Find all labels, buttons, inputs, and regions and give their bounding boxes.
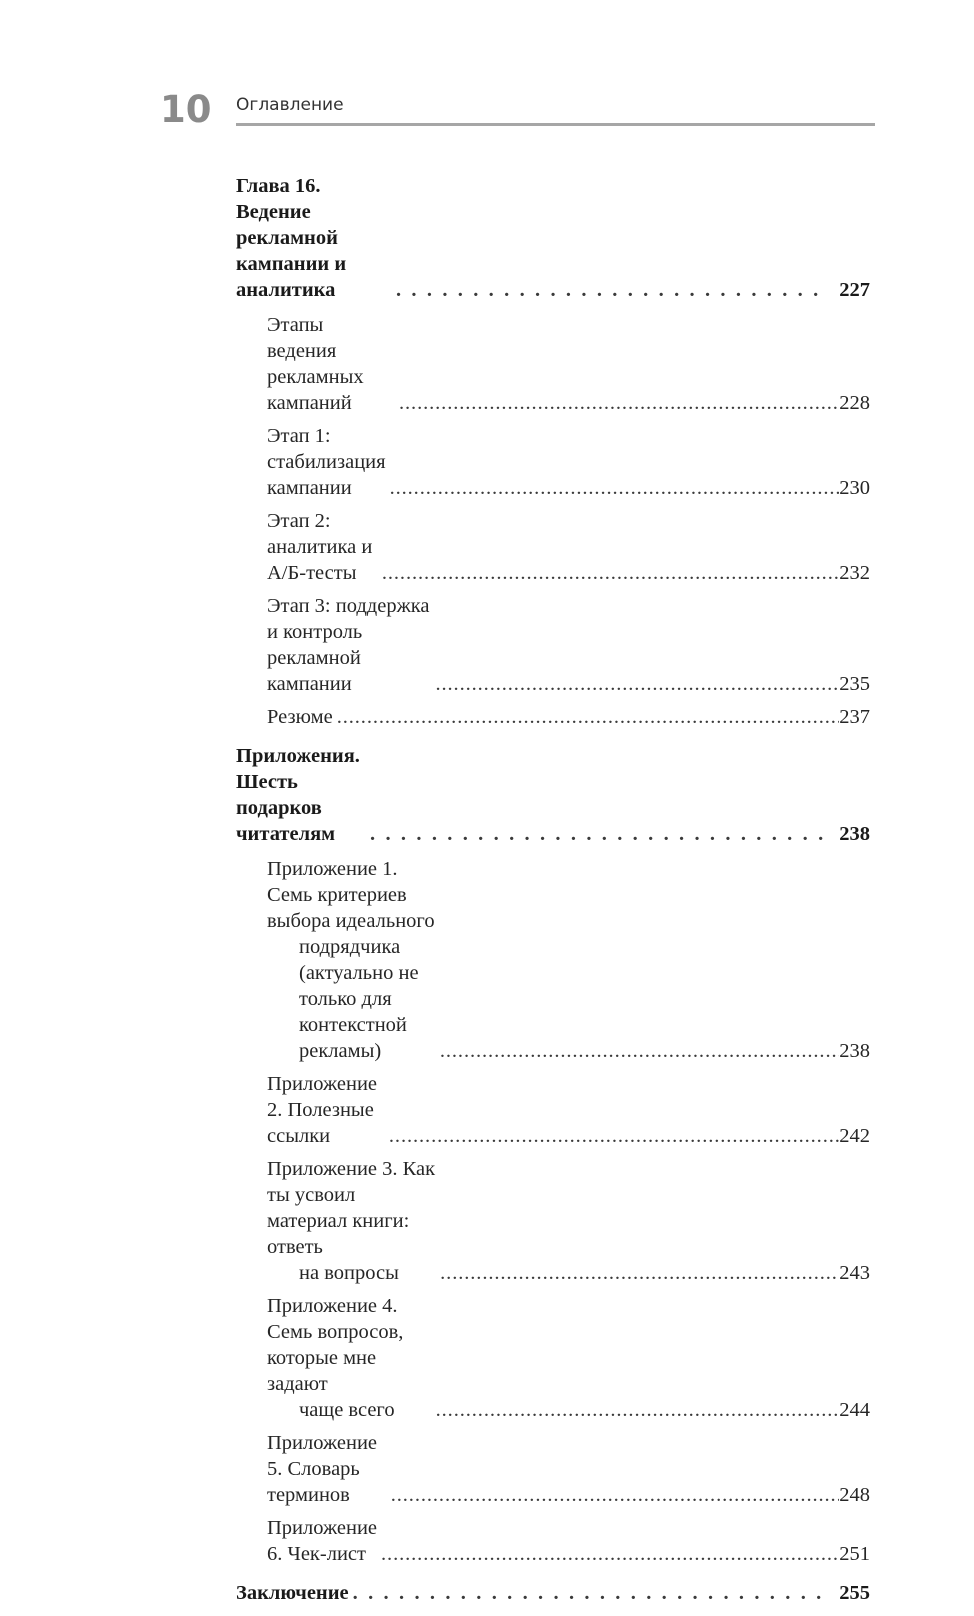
toc-subentry[interactable] xyxy=(236,1153,870,1290)
toc-subentry-line: рекламы) xyxy=(299,1040,382,1062)
dot-leader xyxy=(396,277,825,303)
toc-subentry-title: Этапы ведения рекламных кампаний xyxy=(267,314,364,414)
dot-leader xyxy=(436,1397,840,1423)
toc-subentry-page: 244 xyxy=(839,1399,870,1421)
toc-entry-conclusion[interactable] xyxy=(236,1575,870,1612)
dot-leader xyxy=(440,1038,839,1064)
toc-entry-title: Глава 16. Ведение рекламной кампании и аналитика xyxy=(236,175,347,301)
toc-subentry-line: на вопросы xyxy=(299,1262,399,1284)
toc-subentry-title: Резюме xyxy=(267,706,333,728)
toc-subentry-page: 248 xyxy=(839,1484,870,1506)
toc-subentry-title xyxy=(267,1293,432,1423)
toc-section xyxy=(236,738,870,1571)
toc-subentry-page: 235 xyxy=(839,673,870,695)
toc-subentry[interactable] xyxy=(236,853,870,1068)
toc-subentry-page: 232 xyxy=(839,562,870,584)
toc-entry-page: 227 xyxy=(839,279,870,301)
dot-leader xyxy=(353,1580,826,1606)
toc-entry-title: Заключение xyxy=(236,1582,349,1604)
toc-subentry-title: Приложение 2. Полезные ссылки xyxy=(267,1073,378,1147)
toc-subentry-page: 230 xyxy=(839,477,870,499)
toc-entry-page: 238 xyxy=(839,823,870,845)
toc-subentry-line: чаще всего xyxy=(299,1399,395,1421)
toc-subentry-title: Этап 1: стабилизация кампании xyxy=(267,425,386,499)
toc-subentry-page: 243 xyxy=(839,1262,870,1284)
dot-leader xyxy=(391,1482,840,1508)
page-number: 10 xyxy=(160,88,212,131)
toc-subentry-page: 237 xyxy=(839,706,870,728)
toc-subentry[interactable] xyxy=(236,701,870,734)
dot-leader xyxy=(389,1123,839,1149)
table-of-contents xyxy=(236,168,870,1616)
toc-subentry-title: Приложение 6. Чек-лист xyxy=(267,1517,378,1565)
toc-subentry-line: Приложение 3. Как ты усвоил материал книги: ответь xyxy=(267,1158,436,1258)
dot-leader xyxy=(370,821,825,847)
toc-entry-title: Приложения. Шесть подарков читателям xyxy=(236,745,360,845)
dot-leader xyxy=(381,1541,839,1567)
header-rule xyxy=(236,123,875,126)
dot-leader xyxy=(399,390,839,416)
toc-subentry-title: Этап 3: поддержка и контроль рекламной кампании xyxy=(267,595,430,695)
toc-subentry-page: 228 xyxy=(839,392,870,414)
dot-leader xyxy=(435,671,839,697)
toc-subentry[interactable] xyxy=(236,505,870,590)
toc-subentry[interactable] xyxy=(236,1427,870,1512)
dot-leader xyxy=(382,560,839,586)
toc-subentry[interactable] xyxy=(236,1512,870,1571)
toc-subentry[interactable] xyxy=(236,309,870,420)
dot-leader xyxy=(390,475,840,501)
toc-subentry-page: 242 xyxy=(839,1125,870,1147)
toc-subentry-title xyxy=(267,856,436,1064)
toc-subentry-line: Приложение 1. Семь критериев выбора идеального xyxy=(267,858,435,932)
toc-subentry-title: Этап 2: аналитика и А/Б-тесты xyxy=(267,510,373,584)
toc-subentry[interactable] xyxy=(236,1290,870,1427)
toc-subentry[interactable] xyxy=(236,1068,870,1153)
toc-section xyxy=(236,168,870,734)
toc-subentry-title: Приложение 5. Словарь терминов xyxy=(267,1432,378,1506)
toc-subentry-line: Приложение 4. Семь вопросов, которые мне задают xyxy=(267,1295,404,1395)
toc-entry-chapter-16[interactable] xyxy=(236,168,870,309)
running-title: Оглавление xyxy=(236,95,344,115)
toc-entry-page: 255 xyxy=(839,1582,870,1604)
dot-leader xyxy=(440,1260,839,1286)
toc-subentry-page: 238 xyxy=(839,1040,870,1062)
toc-subentry[interactable] xyxy=(236,420,870,505)
dot-leader xyxy=(337,704,840,730)
toc-subentry-line: подрядчика (актуально не только для контекстной xyxy=(299,936,419,1036)
toc-section xyxy=(236,1575,870,1612)
toc-subentry-page: 251 xyxy=(839,1543,870,1565)
toc-subentry-title xyxy=(267,1156,436,1286)
toc-subentry[interactable] xyxy=(236,590,870,701)
toc-entry-appendices[interactable] xyxy=(236,738,870,853)
